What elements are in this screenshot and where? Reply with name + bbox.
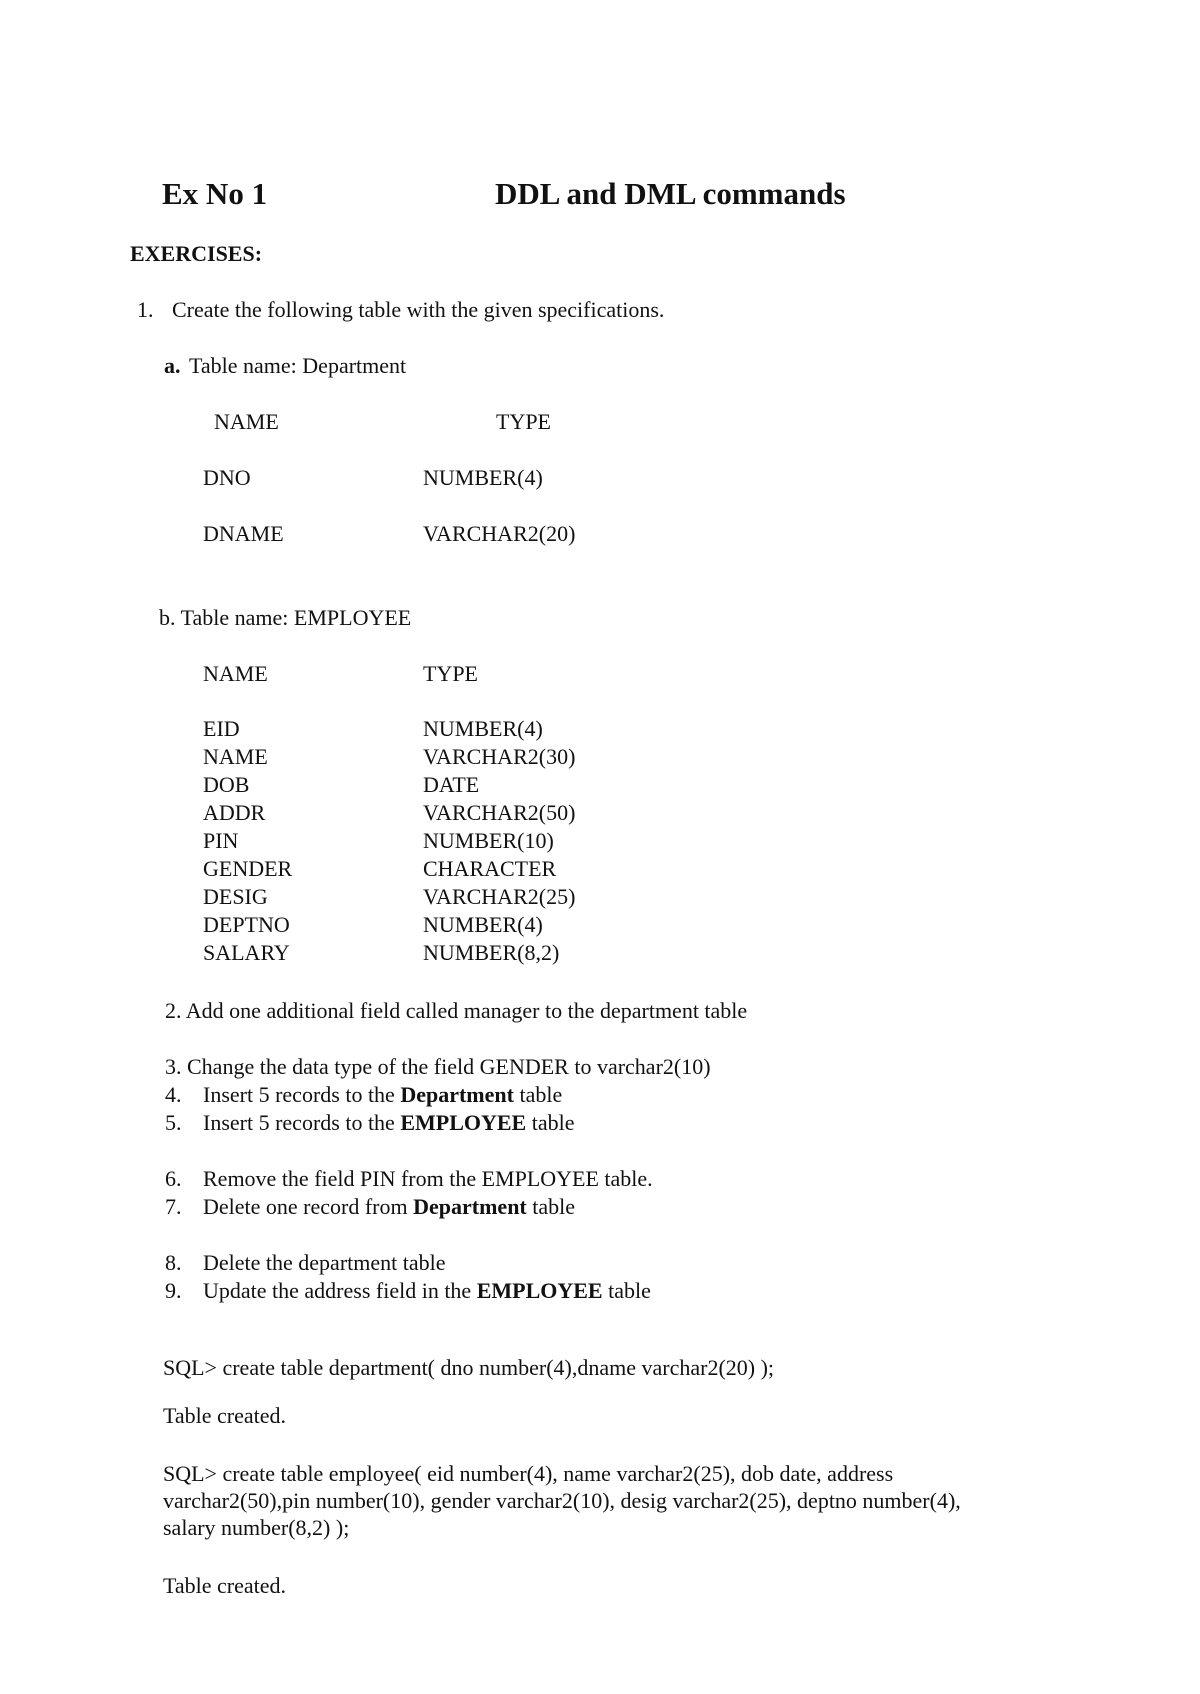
q1-number: 1.: [137, 297, 154, 322]
item-9-bold: EMPLOYEE: [476, 1278, 603, 1303]
emp-row-type: DATE: [423, 772, 480, 797]
emp-row-name: DEPTNO: [203, 912, 290, 937]
item-8-number: 8.: [165, 1250, 182, 1275]
emp-row-type: VARCHAR2(25): [423, 884, 576, 909]
q1-text: Create the following table with the given specifications.: [172, 297, 665, 322]
emp-row-type: VARCHAR2(50): [423, 800, 576, 825]
emp-row-name: EID: [203, 716, 240, 741]
item-9-text: Update the address field in the: [203, 1278, 477, 1303]
dept-row-type: NUMBER(4): [423, 465, 543, 490]
item-5-text: Insert 5 records to the: [203, 1110, 401, 1135]
item-7-bold: Department: [413, 1194, 527, 1219]
item-5-bold: EMPLOYEE: [400, 1110, 527, 1135]
emp-row-name: NAME: [203, 744, 268, 769]
item-6-number: 6.: [165, 1166, 182, 1191]
item-9-tail: table: [602, 1278, 651, 1303]
emp-row-name: DESIG: [203, 884, 268, 909]
emp-row-name: DOB: [203, 772, 250, 797]
dept-col-type: TYPE: [496, 409, 551, 434]
item-6: Remove the field PIN from the EMPLOYEE table.: [203, 1166, 653, 1191]
item-4-text: Insert 5 records to the: [203, 1082, 401, 1107]
item-7-tail: table: [526, 1194, 576, 1219]
item-7-number: 7.: [165, 1194, 182, 1219]
page-title: DDL and DML commands: [495, 176, 846, 211]
emp-row-type: NUMBER(10): [423, 828, 554, 853]
emp-col-type: TYPE: [423, 661, 478, 686]
item-8: Delete the department table: [203, 1250, 446, 1275]
emp-row-type: VARCHAR2(30): [423, 744, 576, 769]
item-5: [203, 1110, 575, 1136]
dept-row-type: VARCHAR2(20): [423, 521, 576, 546]
emp-row-name: GENDER: [203, 856, 293, 881]
exercise-number: Ex No 1: [162, 176, 268, 211]
item-5-tail: table: [526, 1110, 575, 1135]
item-9-number: 9.: [165, 1278, 182, 1303]
q1a-text: Table name: Department: [189, 353, 407, 378]
item-4-bold: Department: [400, 1082, 514, 1107]
emp-row-name: PIN: [203, 828, 239, 853]
sql-command-1: SQL> create table department( dno number(4),dname varchar2(20) );: [163, 1355, 775, 1380]
emp-row-name: SALARY: [203, 940, 290, 965]
item-9: [203, 1278, 651, 1304]
emp-row-name: ADDR: [203, 800, 266, 825]
emp-row-type: NUMBER(8,2): [423, 940, 560, 965]
q1a-label: a.: [164, 353, 181, 378]
sql-command-2-line-2: varchar2(50),pin number(10), gender varchar2(10), desig varchar2(25), deptno number(4),: [163, 1488, 961, 1513]
emp-row-type: CHARACTER: [423, 856, 557, 881]
item-4: [203, 1082, 562, 1108]
item-3: 3. Change the data type of the field GENDER to varchar2(10): [165, 1054, 711, 1079]
item-4-number: 4.: [165, 1082, 182, 1107]
sql-command-2-line-3: salary number(8,2) );: [163, 1515, 350, 1540]
dept-row-name: DNO: [203, 465, 251, 490]
emp-col-name: NAME: [203, 661, 268, 686]
emp-row-type: NUMBER(4): [423, 912, 543, 937]
emp-row-type: NUMBER(4): [423, 716, 543, 741]
sql-command-2-line-1: SQL> create table employee( eid number(4), name varchar2(25), dob date, address: [163, 1461, 894, 1486]
sql-result-2: Table created.: [163, 1573, 287, 1598]
item-7-text: Delete one record from: [203, 1194, 414, 1219]
item-7: [203, 1194, 575, 1220]
dept-row-name: DNAME: [203, 521, 284, 546]
dept-col-name: NAME: [214, 409, 279, 434]
sql-result-1: Table created.: [163, 1403, 287, 1428]
item-4-tail: table: [513, 1082, 563, 1107]
q1b-text: b. Table name: EMPLOYEE: [159, 605, 412, 630]
exercises-heading: EXERCISES:: [130, 241, 263, 266]
item-5-number: 5.: [165, 1110, 182, 1135]
item-2: 2. Add one additional field called manager to the department table: [165, 998, 748, 1023]
